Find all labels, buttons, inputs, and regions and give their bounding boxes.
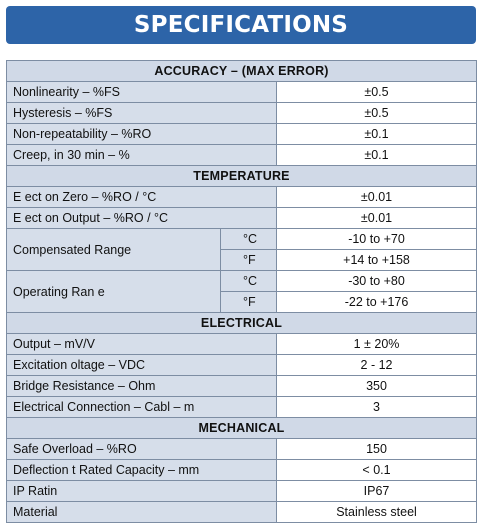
section-title: TEMPERATURE: [7, 166, 477, 187]
spec-label: Creep, in 30 min – %: [7, 145, 277, 166]
spec-row-operating-c: [7, 271, 477, 292]
unit-celsius: °C: [221, 271, 277, 292]
specifications-table: [6, 60, 477, 523]
unit-fahrenheit: °F: [221, 292, 277, 313]
section-title: MECHANICAL: [7, 418, 477, 439]
spec-label: Nonlinearity – %FS: [7, 82, 277, 103]
spec-row-compensated-c: [7, 229, 477, 250]
spec-label-compensated-range: Compensated Range: [7, 229, 221, 271]
spec-row: [7, 460, 477, 481]
section-title: ELECTRICAL: [7, 313, 477, 334]
spec-value: 150: [277, 439, 477, 460]
spec-label: E ect on Zero – %RO / °C: [7, 187, 277, 208]
spec-value: Stainless steel: [277, 502, 477, 523]
spec-value: ±0.5: [277, 103, 477, 124]
spec-value: 3: [277, 397, 477, 418]
spec-value: -10 to +70: [277, 229, 477, 250]
unit-celsius: °C: [221, 229, 277, 250]
spec-value: -22 to +176: [277, 292, 477, 313]
spec-value: 2 - 12: [277, 355, 477, 376]
section-title: ACCURACY – (MAX ERROR): [7, 61, 477, 82]
spec-value: -30 to +80: [277, 271, 477, 292]
spec-value: 350: [277, 376, 477, 397]
spec-row: [7, 82, 477, 103]
spec-row: [7, 124, 477, 145]
spec-value: ±0.01: [277, 187, 477, 208]
spec-label: Deflection t Rated Capacity – mm: [7, 460, 277, 481]
spec-value: < 0.1: [277, 460, 477, 481]
section-header-electrical: [7, 313, 477, 334]
spec-row: [7, 481, 477, 502]
spec-value: IP67: [277, 481, 477, 502]
spec-value: ±0.5: [277, 82, 477, 103]
spec-row: [7, 376, 477, 397]
unit-fahrenheit: °F: [221, 250, 277, 271]
spec-value: ±0.1: [277, 145, 477, 166]
spec-label: Electrical Connection – Cabl – m: [7, 397, 277, 418]
spec-label: Bridge Resistance – Ohm: [7, 376, 277, 397]
section-header-temperature: [7, 166, 477, 187]
spec-label: Safe Overload – %RO: [7, 439, 277, 460]
spec-row: [7, 502, 477, 523]
section-header-accuracy: [7, 61, 477, 82]
specifications-banner: [6, 6, 476, 44]
spec-label: Output – mV/V: [7, 334, 277, 355]
spec-row: [7, 439, 477, 460]
spec-label: Hysteresis – %FS: [7, 103, 277, 124]
spec-label: Excitation oltage – VDC: [7, 355, 277, 376]
spec-value: +14 to +158: [277, 250, 477, 271]
spec-row: [7, 355, 477, 376]
spec-label: E ect on Output – %RO / °C: [7, 208, 277, 229]
spec-row: [7, 208, 477, 229]
spec-label-operating-range: Operating Ran e: [7, 271, 221, 313]
spec-value: 1 ± 20%: [277, 334, 477, 355]
spec-value: ±0.1: [277, 124, 477, 145]
spec-row: [7, 334, 477, 355]
spec-row: [7, 145, 477, 166]
spec-label: Material: [7, 502, 277, 523]
spec-label: IP Ratin: [7, 481, 277, 502]
spec-row: [7, 103, 477, 124]
spec-label: Non-repeatability – %RO: [7, 124, 277, 145]
spec-value: ±0.01: [277, 208, 477, 229]
section-header-mechanical: [7, 418, 477, 439]
page-title: SPECIFICATIONS: [133, 12, 349, 38]
spec-row: [7, 187, 477, 208]
spec-row: [7, 397, 477, 418]
